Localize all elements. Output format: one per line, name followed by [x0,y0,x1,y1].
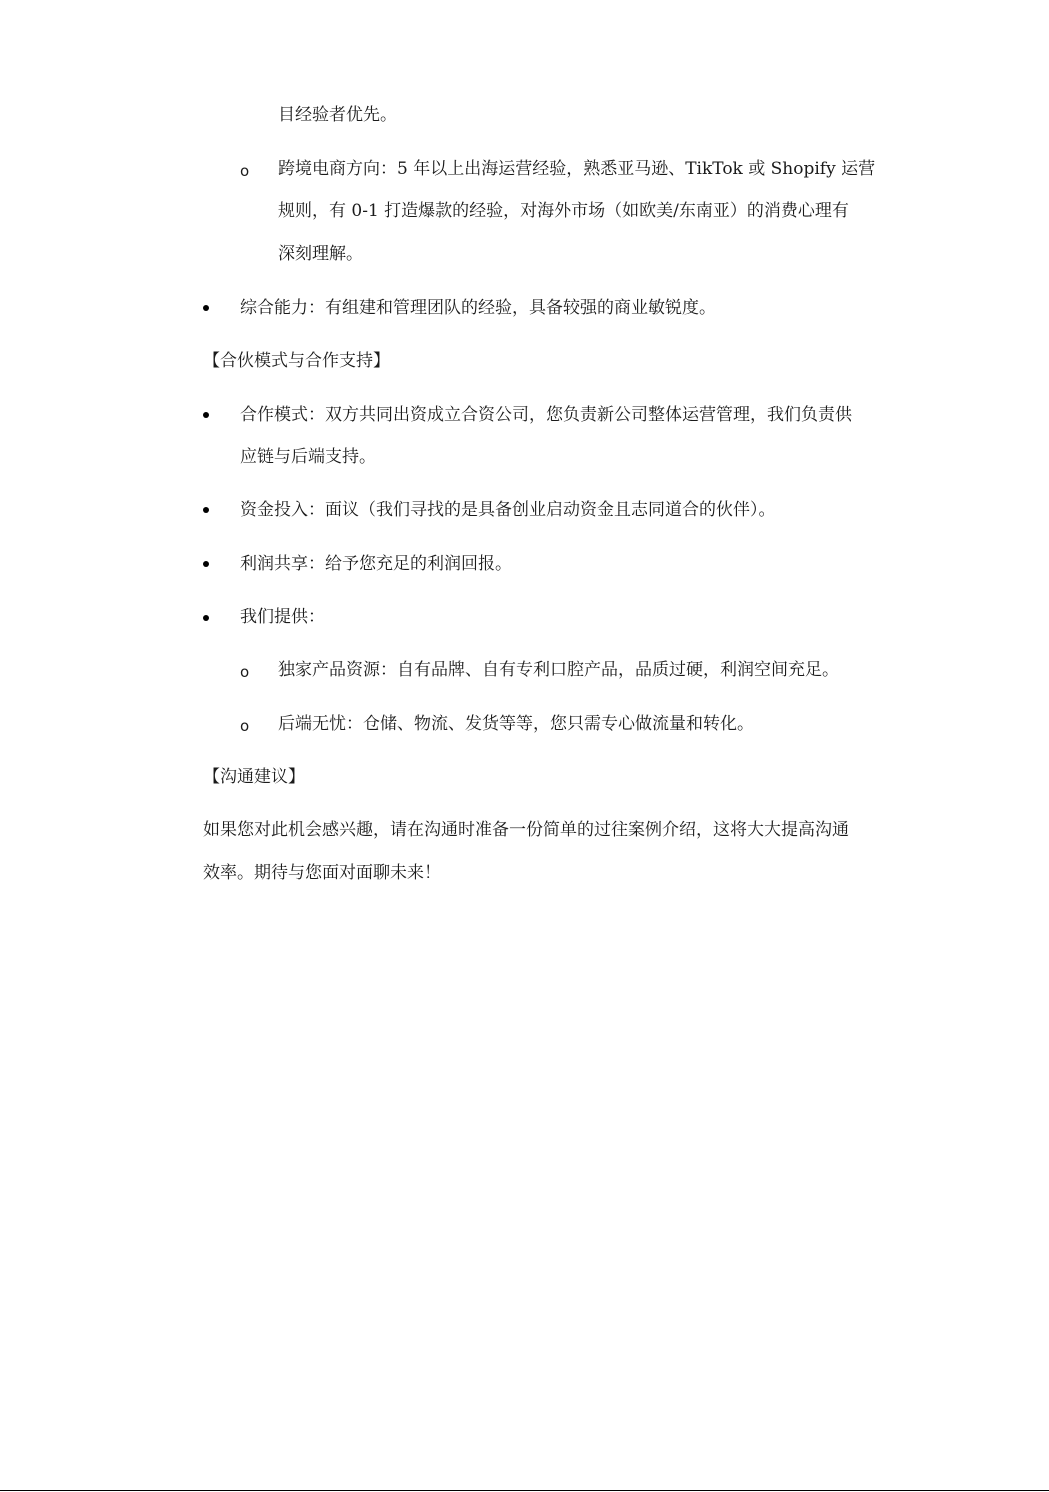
cross-border-line-2: 规则，有 0-1 打造爆款的经验，对海外市场（如欧美/东南亚）的消费心理有 [278,201,849,221]
section-heading-partner: 【合伙模式与合作支持】 [203,351,390,371]
sub-bullet-marker: o [240,717,250,735]
communication-line-1: 如果您对此机会感兴趣，请在沟通时准备一份简单的过往案例介绍，这将大大提高沟通 [203,820,849,840]
bullet-icon [203,412,209,418]
cross-border-line-1: 跨境电商方向：5 年以上出海运营经验，熟悉亚马逊、TikTok 或 Shopify 运营 [278,159,876,179]
page-bottom-rule [0,1490,1049,1491]
bullet-icon [203,615,209,621]
bullet-icon [203,305,209,311]
sub-bullet-marker: o [240,162,250,180]
section-heading-communication: 【沟通建议】 [203,767,305,787]
bullet-icon [203,507,209,513]
communication-line-2: 效率。期待与您面对面聊未来！ [203,863,441,883]
coop-mode-line-2: 应链与后端支持。 [240,447,376,467]
provide-item-backend: 后端无忧：仓储、物流、发货等等，您只需专心做流量和转化。 [278,714,754,734]
bullet-icon [203,561,209,567]
we-provide-item: 我们提供： [240,607,325,627]
profit-item: 利润共享：给予您充足的利润回报。 [240,554,512,574]
coop-mode-line-1: 合作模式：双方共同出资成立合资公司，您负责新公司整体运营管理，我们负责供 [240,405,852,425]
ability-item: 综合能力：有组建和管理团队的经验，具备较强的商业敏锐度。 [240,298,716,318]
cross-border-line-3: 深刻理解。 [278,244,363,264]
provide-item-product: 独家产品资源：自有品牌、自有专利口腔产品，品质过硬，利润空间充足。 [278,660,839,680]
capital-item: 资金投入：面议（我们寻找的是具备创业启动资金且志同道合的伙伴）。 [240,500,776,520]
experience-item-continuation: 目经验者优先。 [278,105,397,125]
sub-bullet-marker: o [240,663,250,681]
